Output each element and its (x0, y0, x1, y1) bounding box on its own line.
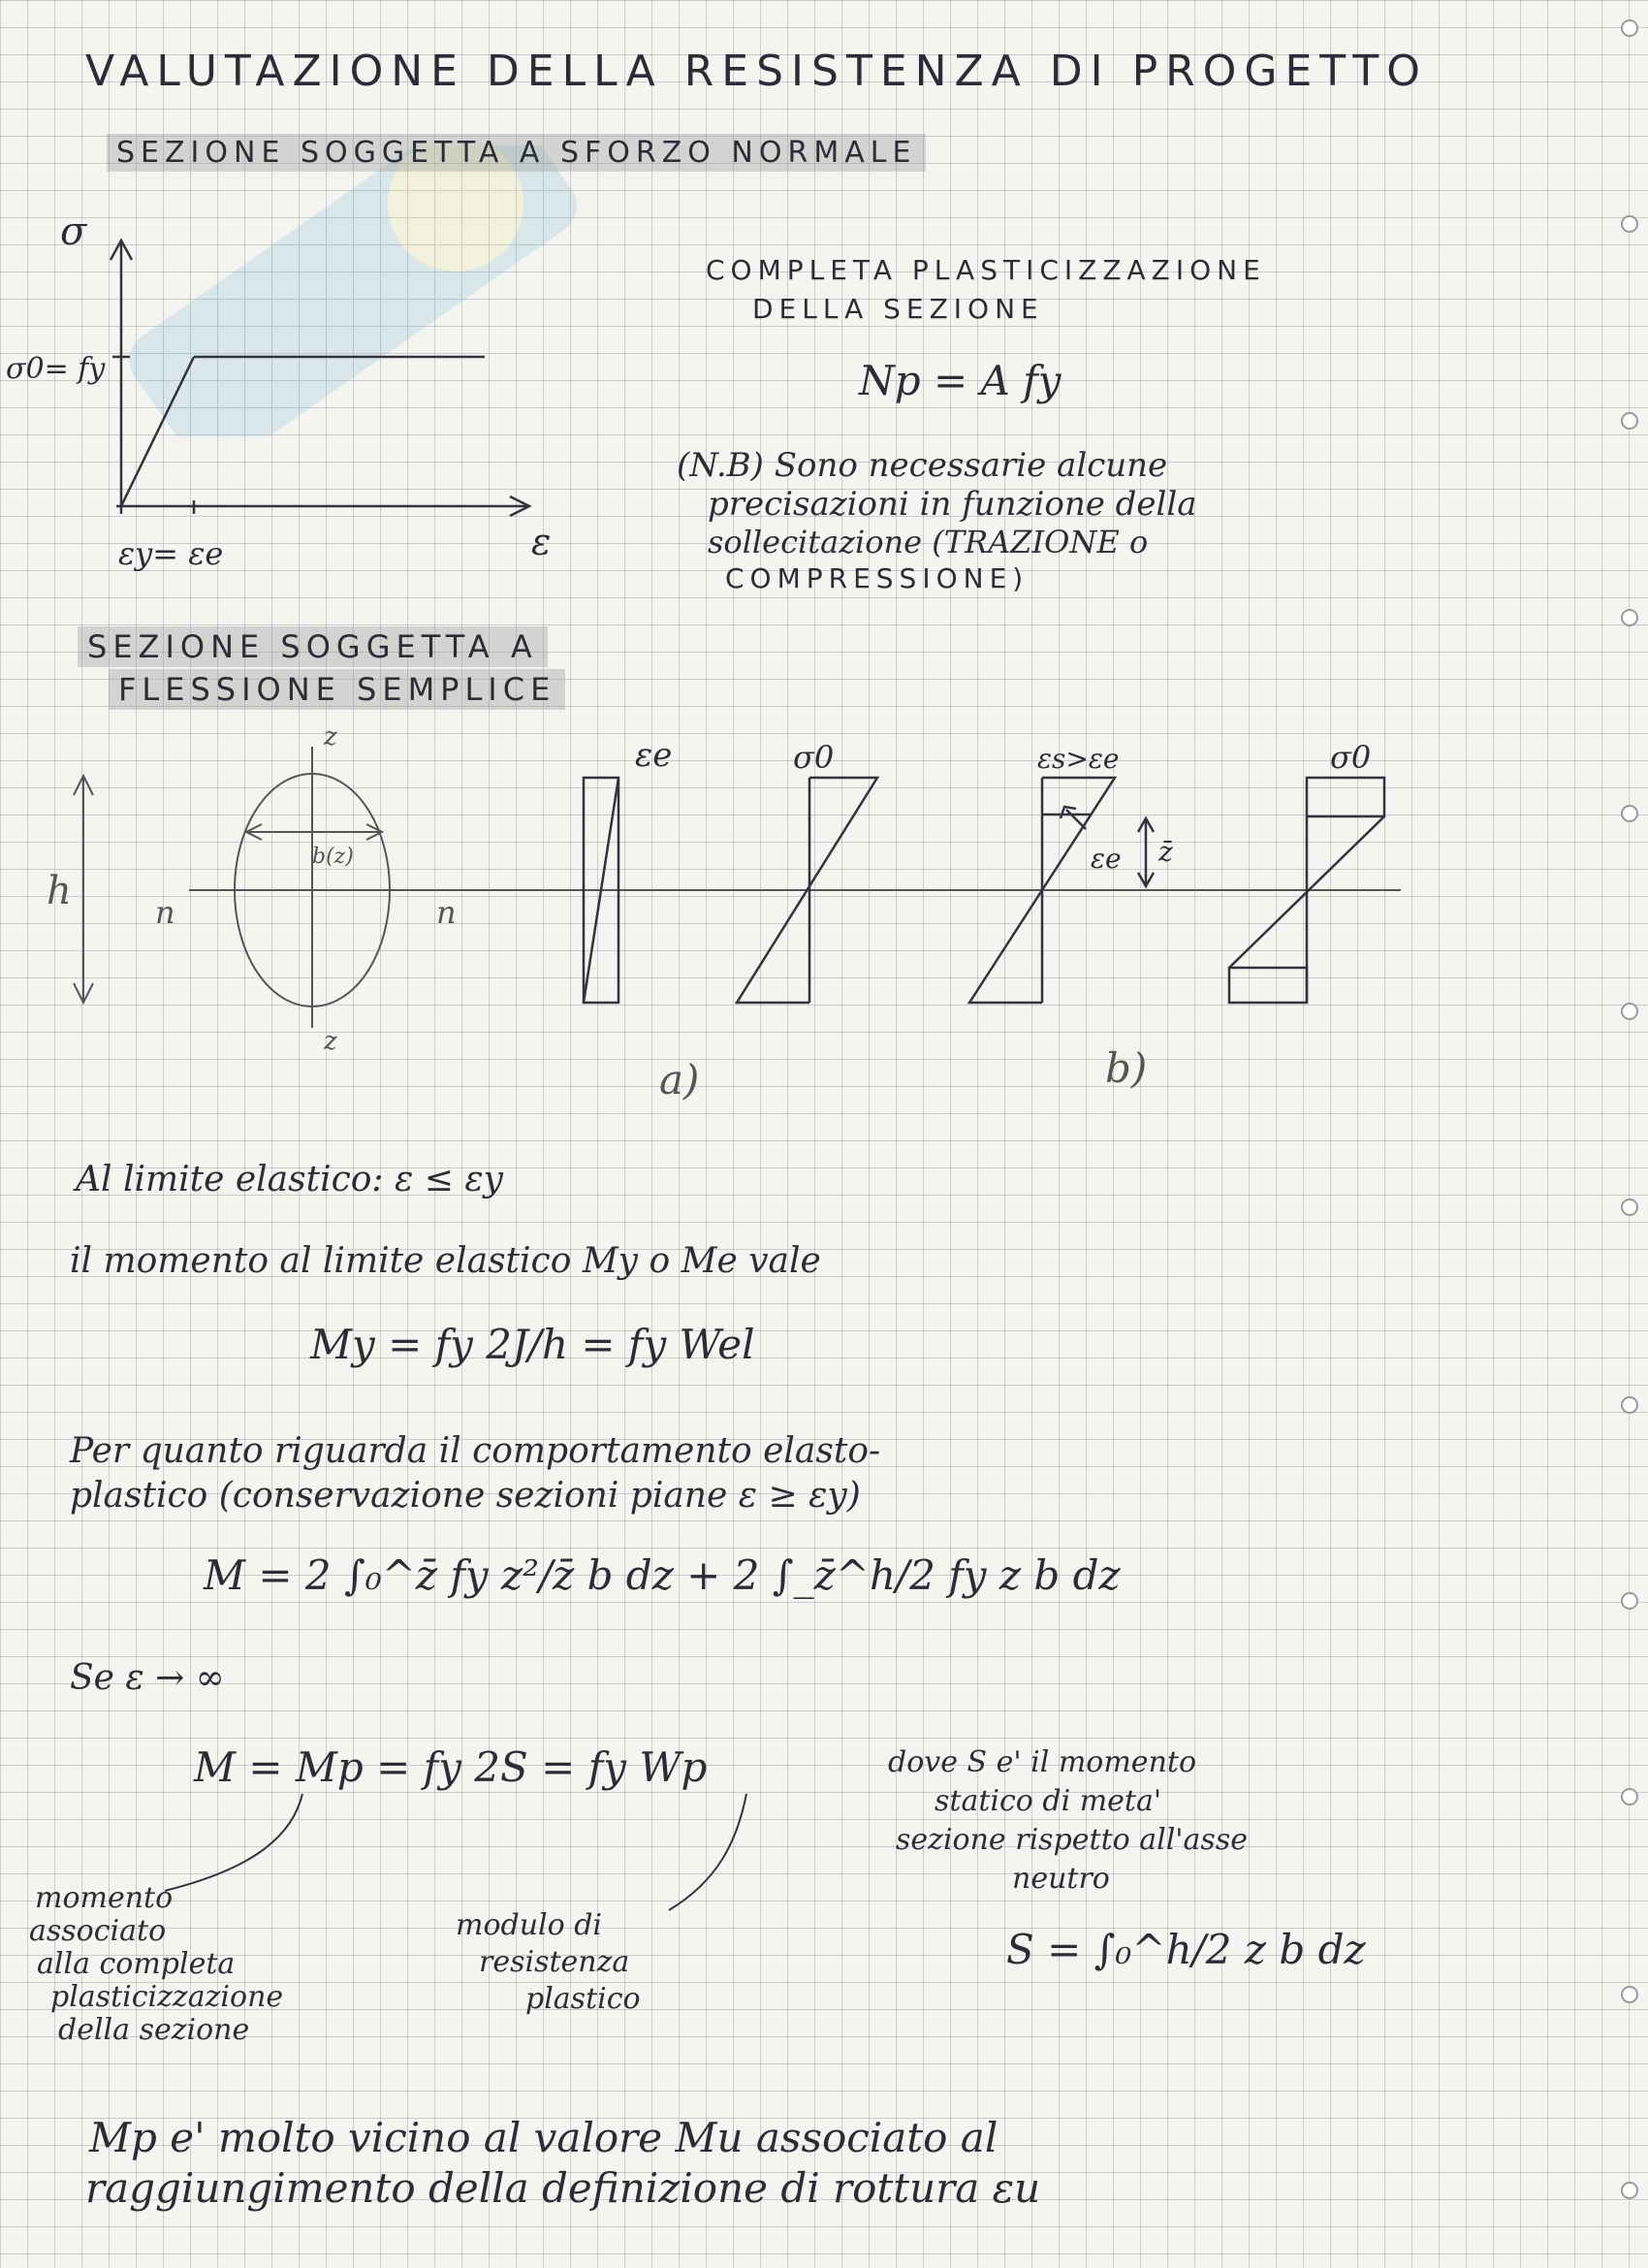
case-b-label: b) (1105, 1044, 1148, 1092)
annotation-left-line3: alla completa (37, 1947, 236, 1981)
eps-s-label: εs>εe (1037, 743, 1120, 775)
nb-line1: (N.B) Sono necessarie alcune (677, 446, 1168, 485)
sigma-axis-label: σ (60, 209, 87, 254)
h-label: h (47, 869, 72, 913)
section1-heading: SEZIONE SOGGETTA A SFORZO NORMALE (107, 134, 926, 172)
epsilon-axis-label: ε (531, 521, 552, 563)
binder-hole (1621, 1592, 1638, 1610)
annotation-left-line1: momento (35, 1881, 174, 1915)
yield-strain-label: εy= εe (118, 535, 224, 572)
nb-line4: COMPRESSIONE) (725, 562, 1030, 594)
binder-hole (1621, 2182, 1638, 2199)
annotation-left-line5: della sezione (58, 2013, 250, 2047)
s-formula: S = ∫₀^h/2 z b dz (1006, 1926, 1366, 1973)
yield-stress-label: σ0= fy (6, 352, 106, 386)
binder-hole (1621, 609, 1638, 626)
case-a-label: a) (659, 1056, 700, 1103)
plasticization-title-line2: DELLA SEZIONE (752, 293, 1044, 325)
elasto-plastic-line2: plastico (conservazione sezioni piane ε ≥ εy) (70, 1476, 861, 1516)
binder-hole (1621, 805, 1638, 822)
stress-strain-graph (0, 204, 601, 591)
eps-e-label-b: εe (1091, 843, 1122, 875)
zbar-label: z̄ (1158, 836, 1173, 868)
dove-line3: sezione rispetto all'asse (896, 1823, 1248, 1857)
elastic-limit-line: Al limite elastico: ε ≤ εy (76, 1160, 504, 1199)
m-integral-formula: M = 2 ∫₀^z̄ fy z²/z̄ b dz + 2 ∫_z̄^h/2 fy z b dz (204, 1551, 1121, 1599)
sigma0-label-a: σ0 (793, 739, 835, 776)
binder-hole (1621, 412, 1638, 430)
n-left-label: n (155, 894, 175, 931)
n-right-label: n (436, 894, 457, 931)
annotation-mid-line1: modulo di (456, 1908, 603, 1942)
annotation-left-line4: plasticizzazione (50, 1980, 284, 2014)
z-bottom-label: z (324, 1027, 337, 1056)
nb-line3: sollecitazione (TRAZIONE o (708, 524, 1149, 560)
nb-line2: precisazioni in funzione della (708, 485, 1197, 524)
section2-heading-line2: FLESSIONE SEMPLICE (109, 669, 565, 710)
mp-formula: M = Mp = fy 2S = fy Wp (194, 1743, 708, 1791)
binder-hole (1621, 1003, 1638, 1020)
annotation-mid-line3: plastico (525, 1982, 641, 2016)
annotation-mid-line2: resistenza (479, 1945, 630, 1979)
bending-section-diagram (0, 718, 1454, 1125)
elasto-plastic-line1: Per quanto riguarda il comportamento elasto- (70, 1431, 881, 1471)
my-formula: My = fy 2J/h = fy Wel (310, 1321, 755, 1368)
plasticization-title-line1: COMPLETA PLASTICIZZAZIONE (706, 254, 1266, 286)
sigma0-label-b: σ0 (1330, 739, 1372, 776)
z-top-label: z (324, 722, 337, 751)
eps-e-label: εe (635, 736, 673, 775)
elastic-moment-line: il momento al limite elastico My o Me vale (70, 1241, 821, 1281)
bz-label: b(z) (312, 845, 354, 869)
page-title: VALUTAZIONE DELLA RESISTENZA DI PROGETTO (85, 47, 1428, 96)
dove-line2: statico di meta' (935, 1784, 1162, 1818)
epsilon-infinity-line: Se ε → ∞ (70, 1658, 225, 1698)
dove-line1: dove S e' il momento (888, 1745, 1197, 1779)
np-formula: Np = A fy (859, 357, 1062, 404)
final-line1: Mp e' molto vicino al valore Mu associato al (89, 2114, 998, 2161)
binder-hole (1621, 19, 1638, 37)
binder-hole (1621, 1788, 1638, 1805)
binder-hole (1621, 215, 1638, 233)
binder-hole (1621, 1986, 1638, 2003)
annotation-left-line2: associato (29, 1914, 167, 1948)
section2-heading-line1: SEZIONE SOGGETTA A (78, 626, 548, 667)
final-line2: raggiungimento della definizione di rottura εu (85, 2164, 1041, 2212)
binder-hole (1621, 1396, 1638, 1414)
binder-hole (1621, 1198, 1638, 1216)
dove-line4: neutro (1012, 1862, 1110, 1896)
